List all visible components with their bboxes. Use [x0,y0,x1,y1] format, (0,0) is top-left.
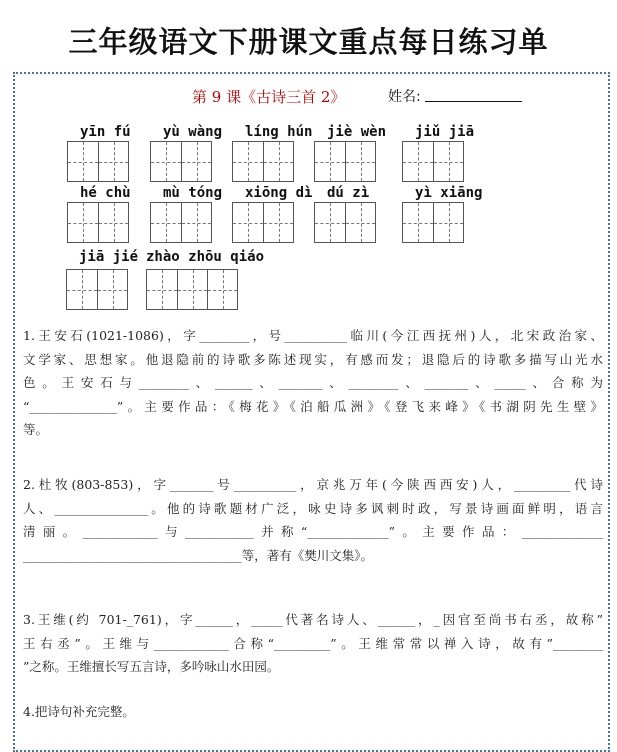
tian-zi-ge-cell[interactable] [263,142,293,181]
question-3 [23,608,603,679]
tian-zi-ge-cell[interactable] [98,142,128,181]
question-line: 1.王安石(1021-1086)，字________，号__________临川(今江西抚州)人，北宋政治家、 [23,328,603,343]
character-writing-grid[interactable] [232,141,294,182]
character-writing-grid[interactable] [67,141,129,182]
question-line: 2.杜牧(803-853)，字_______号__________，京兆万年(今陕西西安)人，_________代诗 [23,477,603,492]
character-writing-grid[interactable] [314,141,376,182]
pinyin-label: hé chù [80,185,131,201]
pinyin-label: jiè wèn [327,124,387,140]
character-writing-grid[interactable] [402,141,464,182]
tian-zi-ge-cell[interactable] [151,142,181,181]
question-line: 文学家、思想家。他退隐前的诗歌多陈述现实，有感而发；退隐后的诗歌多描写山光水 [23,351,603,367]
tian-zi-ge-cell[interactable] [207,270,237,309]
tian-zi-ge-cell[interactable] [68,203,98,242]
character-writing-grid[interactable] [314,202,376,243]
question-line: 清丽。____________与___________并称“_____________”。主要作品：_____________ [23,524,603,539]
tian-zi-ge-cell[interactable] [68,142,98,181]
question-line: 等。 [23,422,49,437]
question-line: ”之称。王维擅长写五言诗，多吟咏山水田园。 [23,659,280,674]
tian-zi-ge-cell[interactable] [147,270,177,309]
tian-zi-ge-cell[interactable] [67,270,97,309]
pinyin-label: jiǔ jiā [415,124,475,140]
worksheet-title: 三年级语文下册课文重点每日练习单 [68,25,549,59]
character-writing-grid[interactable] [150,141,212,182]
question-2 [23,473,603,567]
character-writing-grid[interactable] [67,202,129,243]
lesson-title: 第 9 课《古诗三首 2》 [192,88,346,106]
tian-zi-ge-cell[interactable] [433,142,463,181]
question-line: 色。王安石与________、______、_______、________、_______、_____、合称为 [23,375,603,390]
pinyin-label: xiōng dì [245,185,313,201]
question-line: 4.把诗句补充完整。 [23,704,135,719]
tian-zi-ge-cell[interactable] [345,142,375,181]
tian-zi-ge-cell[interactable] [345,203,375,242]
question-4 [23,700,603,724]
tian-zi-ge-cell[interactable] [181,142,211,181]
character-writing-grid[interactable] [232,202,294,243]
tian-zi-ge-cell[interactable] [403,142,433,181]
pinyin-label: dú zì [327,185,370,201]
tian-zi-ge-cell[interactable] [315,142,345,181]
tian-zi-ge-cell[interactable] [233,203,263,242]
character-writing-grid[interactable] [66,269,128,310]
tian-zi-ge-cell[interactable] [315,203,345,242]
tian-zi-ge-cell[interactable] [433,203,463,242]
pinyin-label: líng hún [245,124,313,140]
tian-zi-ge-cell[interactable] [151,203,181,242]
name-field[interactable] [425,101,522,102]
tian-zi-ge-cell[interactable] [97,270,127,309]
pinyin-label: zhào zhōu qiáo [146,249,265,265]
tian-zi-ge-cell[interactable] [403,203,433,242]
tian-zi-ge-cell[interactable] [263,203,293,242]
character-writing-grid[interactable] [146,269,238,310]
character-writing-grid[interactable] [150,202,212,243]
pinyin-label: yì xiāng [415,185,483,201]
character-writing-grid[interactable] [402,202,464,243]
name-label: 姓名: [388,89,421,105]
question-line: 人、_______________。他的诗歌题材广泛，咏史诗多讽刺时政，写景诗画面鲜明，语言 [23,500,603,516]
question-line: ___________________________________等，著有《樊川文集》。 [23,547,374,563]
question-line: “______________”。主要作品：《梅花》《泊船瓜洲》《登飞来峰》《书湖阴先生壁》 [23,398,603,414]
tian-zi-ge-cell[interactable] [233,142,263,181]
pinyin-label: yù wàng [163,124,223,140]
pinyin-label: jiā jié [79,249,139,265]
pinyin-label: mù tóng [163,185,223,201]
pinyin-label: yīn fú [80,124,131,140]
question-1 [23,324,603,442]
tian-zi-ge-cell[interactable] [181,203,211,242]
tian-zi-ge-cell[interactable] [98,203,128,242]
tian-zi-ge-cell[interactable] [177,270,207,309]
question-line: 王右丞”。王维与____________合称“_________”。王维常常以禅入诗，故有”________ [23,635,603,651]
question-line: 3.王维(约 701-_761)，字______，_____代著名诗人、______，_因官至尚书右丞，故称” [23,612,603,627]
